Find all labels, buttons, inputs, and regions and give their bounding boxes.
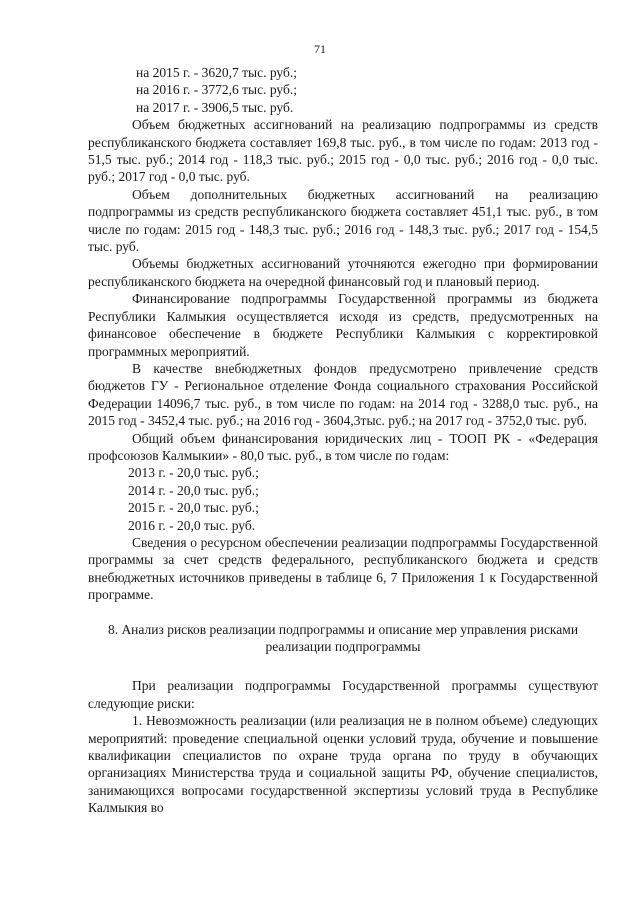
amount-line: 2013 г. - 20,0 тыс. руб.; xyxy=(128,465,259,481)
paragraph-additional-budget: Объем дополнительных бюджетных ассигнований на реализацию подпрограммы из средств республиканского бюджета составляет 451,1 тыс. руб., в том числе по годам: 2015 год - 148,3 тыс. руб.; 2016 год - 148,3 тыс. руб.; 2017 год - 154,5 тыс. руб. xyxy=(88,186,598,255)
amount-line: 2016 г. - 20,0 тыс. руб. xyxy=(128,517,256,533)
amount-line: 2015 г. - 20,0 тыс. руб.; xyxy=(128,500,259,516)
section-heading: 8. Анализ рисков реализации подпрограммы и описание мер управления рисками реализации подпрограммы xyxy=(107,621,579,654)
amount-line: 2014 г. - 20,0 тыс. руб.; xyxy=(128,482,259,498)
amount-line: на 2017 г. - 3906,5 тыс. руб. xyxy=(136,99,294,115)
paragraph-resources: Сведения о ресурсном обеспечении реализации подпрограммы Государственной программы за счет средств федерального, республиканского бюджета и средств внебюджетных источников приведены в таблице 6, 7 Приложения 1 к Государственной программе. xyxy=(88,534,598,603)
text-body xyxy=(88,64,598,817)
paragraph-annual-update: Объемы бюджетных ассигнований уточняются ежегодно при формировании республиканского бюджета на очередной финансовый год и плановый период. xyxy=(88,256,598,289)
amount-line: на 2015 г. - 3620,7 тыс. руб.; xyxy=(136,65,297,80)
paragraph-legal-entities: Общий объем финансирования юридических лиц - ТООП РК - «Федерация профсоюзов Калмыкии» - 80,0 тыс. руб., в том числе по годам: xyxy=(88,430,598,463)
page-number: 71 xyxy=(314,42,326,56)
paragraph-risks-intro: При реализации подпрограммы Государственной программы существуют следующие риски: xyxy=(88,678,598,711)
paragraph-risk-1: 1. Невозможность реализации (или реализация не в полном объеме) следующих мероприятий: проведение специальной оценки условий труда, обучение и повышение квалификации специалистов по охране труда органа по труду в обучающих организациях Министерства труда и социальной защиты РФ, обучение специалистов, занимающихся вопросами государственной экспертизы условий труда в Республике Калмыкия во xyxy=(88,713,598,816)
paragraph-extrabudgetary: В качестве внебюджетных фондов предусмотрено привлечение средств бюджетов ГУ - Региональное отделение Фонда социального страхования Российской Федерации 14096,7 тыс. руб., в том числе по годам: на 2014 год - 3288,0 тыс. руб., на 2015 год - 3452,4 тыс. руб.; на 2016 год - 3604,3тыс. руб.; на 2017 год - 3752,0 тыс. руб. xyxy=(88,360,598,429)
amount-line: на 2016 г. - 3772,6 тыс. руб.; xyxy=(136,82,297,98)
paragraph-financing: Финансирование подпрограммы Государственной программы из бюджета Республики Калмыкия осуществляется исходя из средств, предусмотренных на финансовое обеспечение в бюджете Республики Калмыкия с корректировкой программных мероприятий. xyxy=(88,291,598,359)
paragraph-republican-budget: Объем бюджетных ассигнований на реализацию подпрограммы из средств республиканского бюджета составляет 169,8 тыс. руб., в том числе по годам: 2013 год - 51,5 тыс. руб.; 2014 год - 118,3 тыс. руб.; 2015 год - 0,0 тыс. руб.; 2016 год - 0,0 тыс. руб.; 2017 год - 0,0 тыс. руб. xyxy=(88,117,598,185)
